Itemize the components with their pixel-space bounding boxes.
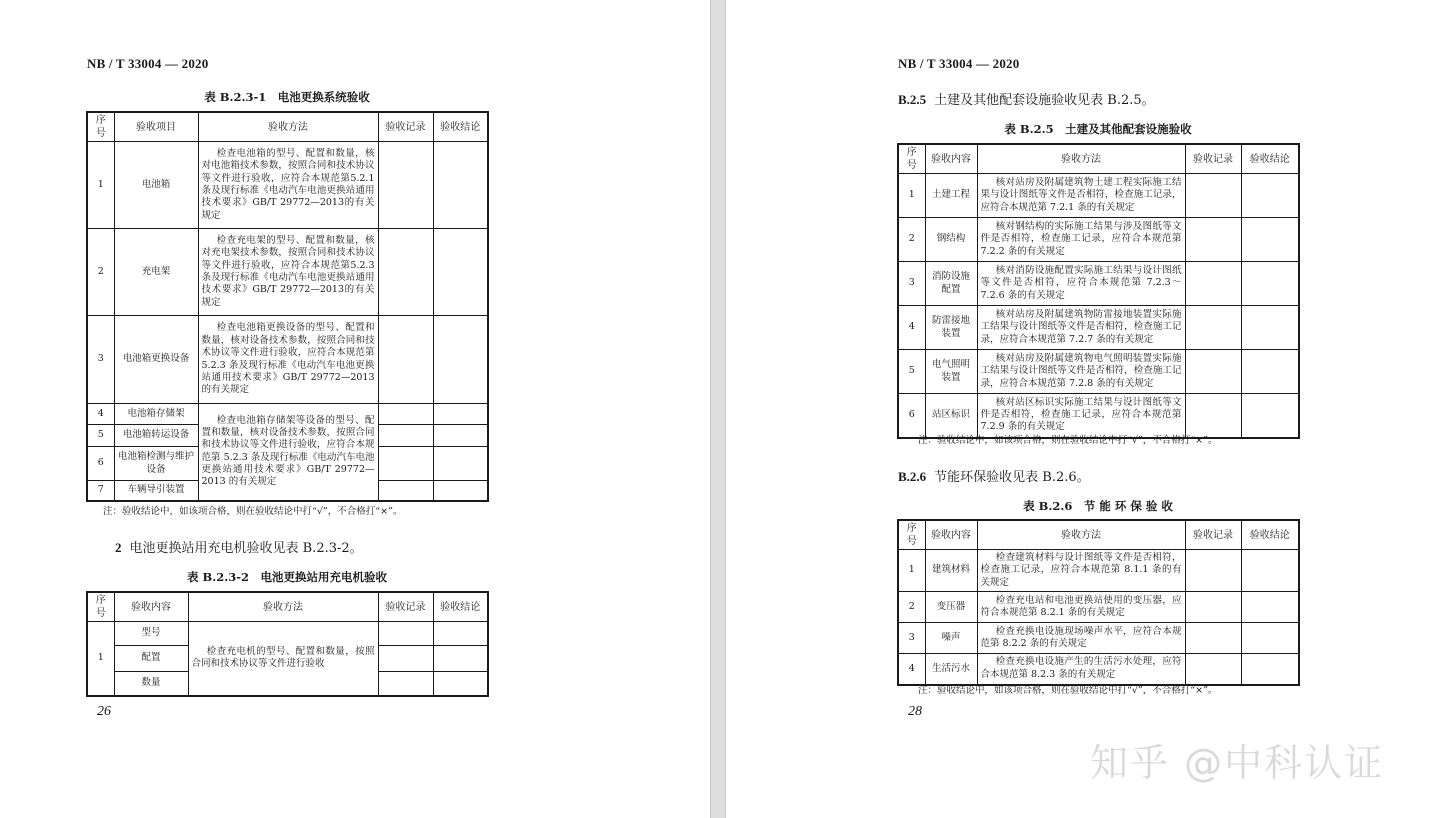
conclusion-cell [433,672,488,696]
col-header: 序号 [87,112,114,142]
col-header: 验收结论 [433,592,488,622]
acceptance-table-b26 [897,519,1300,686]
record-cell [1185,592,1241,623]
table-caption: 表 B.2.3-2 电池更换站用充电机验收 [186,570,387,584]
col-header: 验收方法 [188,592,378,622]
conclusion-cell [1241,262,1299,306]
conclusion-cell [1241,592,1299,623]
table-row [87,142,488,229]
table-caption: 表 B.2.3-1 电池更换系统验收 [204,90,370,104]
record-cell [378,404,433,425]
record-cell [378,229,433,316]
record-cell [378,672,433,696]
row-method: 检查电池箱更换设备的型号、配置和数量，核对设备技术参数，按照合同和技术协议等文件进行验收，应符合本规范第 5.2.3 条及现行标准《电动汽车电池更换站通用技术要求》GB/T 29772—2013 的有关规定 [198,316,378,404]
row-number: 1 [898,550,925,592]
col-header: 验收方法 [977,520,1185,550]
table-row [898,174,1299,218]
conclusion-cell [1241,306,1299,350]
record-cell [378,622,433,646]
row-item: 电池箱存储架 [114,404,198,425]
section-number: B.2.5 [898,92,927,107]
conclusion-cell [1241,350,1299,394]
record-cell [378,316,433,404]
col-header: 验收内容 [925,520,977,550]
row-method: 检查充换电设施产生的生活污水处理，应符合本规范第 8.2.3 条的有关规定 [977,654,1185,685]
page-number: 26 [97,704,111,719]
acceptance-table-b231 [86,111,489,502]
row-method: 检查电池箱的型号、配置和数量，核对电池箱技术参数，按照合同和技术协议等文件进行验收，应符合本规范第5.2.1条及现行标准《电动汽车电池更换站通用技术要求》GB/T 29772—2013的有关规定 [198,142,378,229]
table-row [87,404,488,425]
col-header: 验收记录 [1185,520,1241,550]
col-header: 验收记录 [378,112,433,142]
conclusion-cell [433,646,488,672]
row-item: 型号 [114,622,188,646]
row-method: 检查充电站和电池更换站使用的变压器，应符合本规范第 8.2.1 条的有关规定 [977,592,1185,623]
row-item: 数量 [114,672,188,696]
row-number: 2 [898,592,925,623]
conclusion-cell [433,622,488,646]
row-method: 核对站区标识实际施工结果与设计图纸等文件是否相符，检查施工记录，应符合本规范第 7.2.9 条的有关规定 [977,394,1185,438]
section-heading [898,89,1155,108]
conclusion-cell [433,316,488,404]
row-item: 钢结构 [925,218,977,262]
row-number: 5 [898,350,925,394]
record-cell [378,425,433,447]
row-number: 7 [87,481,114,501]
col-header: 验收结论 [433,112,488,142]
row-number: 1 [898,174,925,218]
col-header: 验收项目 [114,112,198,142]
row-item: 土建工程 [925,174,977,218]
page-header: NB / T 33004 — 2020 [898,56,1020,71]
table-note: 注：验收结论中，如该项合格，则在验收结论中打“√”，不合格打“×”。 [918,435,1218,446]
row-item: 建筑材料 [925,550,977,592]
row-item: 防雷接地装置 [925,306,977,350]
conclusion-cell [433,404,488,425]
conclusion-cell [1241,654,1299,685]
row-item: 噪声 [925,623,977,654]
record-cell [378,142,433,229]
row-number: 6 [898,394,925,438]
row-number: 4 [87,404,114,425]
row-item: 变压器 [925,592,977,623]
col-header: 序号 [898,520,925,550]
row-number: 4 [898,306,925,350]
watermark: 知乎 @中科认证 [1090,741,1385,785]
table-row [87,229,488,316]
table-row [898,550,1299,592]
col-header: 验收方法 [198,112,378,142]
row-item: 车辆导引装置 [114,481,198,501]
row-item: 电池箱检测与维护设备 [114,447,198,481]
conclusion-cell [433,142,488,229]
row-item: 生活污水 [925,654,977,685]
row-item: 电池箱 [114,142,198,229]
left-page [0,0,710,818]
table-row [898,623,1299,654]
section-text: 电池更换站用充电机验收见表 B.2.3-2。 [129,541,363,556]
record-cell [1185,306,1241,350]
merged-method: 检查充电机的型号、配置和数量，按照合同和技术协议等文件进行验收 [188,622,378,696]
conclusion-cell [1241,550,1299,592]
page-gutter [710,0,726,818]
conclusion-cell [1241,623,1299,654]
row-number: 2 [898,218,925,262]
row-item: 站区标识 [925,394,977,438]
row-number: 3 [898,623,925,654]
record-cell [378,646,433,672]
row-method: 核对站房及附属建筑物防雷接地装置实际施工结果与设计图纸等文件是否相符，检查施工记录，应符合本规范第 7.2.7 条的有关规定 [977,306,1185,350]
row-item: 消防设施配置 [925,262,977,306]
col-header: 验收记录 [378,592,433,622]
conclusion-cell [1241,174,1299,218]
col-header: 验收结论 [1241,520,1299,550]
col-header: 序号 [87,592,114,622]
col-header: 验收结论 [1241,144,1299,174]
record-cell [1185,262,1241,306]
table-row [898,592,1299,623]
table-row [898,394,1299,438]
section-heading [898,466,1090,485]
row-number: 3 [87,316,114,404]
conclusion-cell [433,229,488,316]
row-item: 充电架 [114,229,198,316]
table-row [898,350,1299,394]
table-row [87,622,488,646]
row-number: 1 [87,142,114,229]
right-page [726,0,1440,818]
acceptance-table-b232 [86,591,489,697]
row-method: 检查充换电设施现场噪声水平，应符合本规范第 8.2.2 条的有关规定 [977,623,1185,654]
row-item: 电池箱转运设备 [114,425,198,447]
col-header: 验收内容 [925,144,977,174]
row-method: 核对站房及附属建筑物电气照明装置实际施工结果与设计图纸等文件是否相符，检查施工记录，应符合本规范第 7.2.8 条的有关规定 [977,350,1185,394]
row-method: 核对消防设施配置实际施工结果与设计图纸等文件是否相符，应符合本规范第 7.2.3～7.2.6 条的有关规定 [977,262,1185,306]
record-cell [1185,394,1241,438]
conclusion-cell [433,481,488,501]
row-number: 2 [87,229,114,316]
page-header: NB / T 33004 — 2020 [87,56,209,71]
row-item: 配置 [114,646,188,672]
record-cell [1185,654,1241,685]
record-cell [1185,174,1241,218]
row-method: 检查充电架的型号、配置和数量，核对充电架技术参数，按照合同和技术协议等文件进行验收，应符合本规范第5.2.3条及现行标准《电动汽车电池更换站通用技术要求》GB/T 29772—2013的有关规定 [198,229,378,316]
row-method: 核对钢结构的实际施工结果与涉及图纸等文件是否相符，检查施工记录，应符合本规范第 7.2.2 条的有关规定 [977,218,1185,262]
row-number: 1 [87,622,114,696]
table-caption: 表 B.2.6 节 能 环 保 验 收 [1023,499,1173,513]
section-number: 2 [115,540,122,555]
col-header: 验收记录 [1185,144,1241,174]
conclusion-cell [1241,218,1299,262]
section-text: 土建及其他配套设施验收见表 B.2.5。 [934,93,1155,108]
record-cell [1185,623,1241,654]
record-cell [378,481,433,501]
table-note: 注：验收结论中，如该项合格，则在验收结论中打“√”，不合格打“×”。 [918,685,1218,696]
merged-method: 检查电池箱存储架等设备的型号、配置和数量，核对设备技术参数，按照合同和技术协议等文件进行验收，应符合本规范第 5.2.3 条及现行标准《电动汽车电池更换站通用技术要求》GB/T 29772—2013 的有关规定 [198,404,378,501]
record-cell [1185,550,1241,592]
row-number: 5 [87,425,114,447]
col-header: 验收方法 [977,144,1185,174]
row-number: 4 [898,654,925,685]
col-header: 序号 [898,144,925,174]
section-heading [115,537,363,556]
conclusion-cell [433,447,488,481]
table-row [87,316,488,404]
table-caption: 表 B.2.5 土建及其他配套设施验收 [1004,122,1192,136]
row-method: 检查建筑材料与设计图纸等文件是否相符，检查施工记录，应符合本规范第 8.1.1 条的有关规定 [977,550,1185,592]
table-row [898,262,1299,306]
record-cell [1185,350,1241,394]
record-cell [378,447,433,481]
acceptance-table-b25 [897,143,1300,439]
row-number: 6 [87,447,114,481]
row-number: 3 [898,262,925,306]
section-number: B.2.6 [898,469,927,484]
page-number: 28 [908,704,922,719]
record-cell [1185,218,1241,262]
row-method: 核对站房及附属建筑物土建工程实际施工结果与设计图纸等文件是否相符，检查施工记录，应符合本规范第 7.2.1 条的有关规定 [977,174,1185,218]
table-note: 注：验收结论中，如该项合格，则在验收结论中打“√”，不合格打“×”。 [103,506,403,517]
row-item: 电池箱更换设备 [114,316,198,404]
table-row [898,218,1299,262]
conclusion-cell [433,425,488,447]
row-item: 电气照明装置 [925,350,977,394]
table-row [898,306,1299,350]
table-row [898,654,1299,685]
section-text: 节能环保验收见表 B.2.6。 [934,470,1090,485]
conclusion-cell [1241,394,1299,438]
col-header: 验收内容 [114,592,188,622]
